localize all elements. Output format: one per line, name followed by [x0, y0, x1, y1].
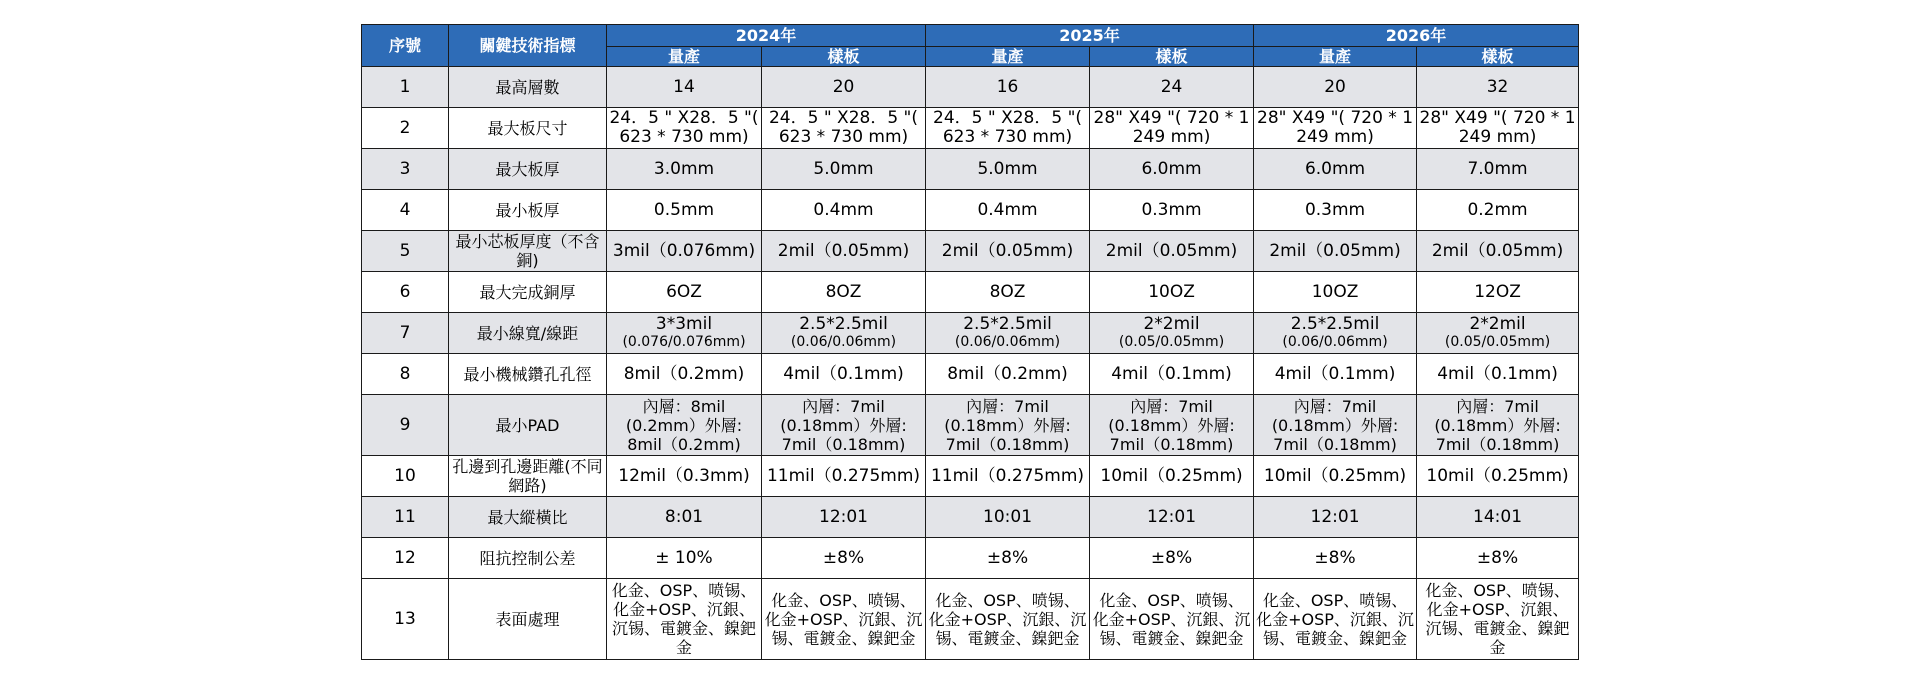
pad-line: 7mil（0.18mm)	[1273, 434, 1397, 454]
table-cell: 8mil（0.2mm)	[607, 354, 762, 395]
pad-line: 8mil（0.2mm)	[627, 434, 741, 454]
table-cell: 8mil（0.2mm)	[926, 354, 1090, 395]
header-sub-sample: 樣板	[1090, 47, 1254, 67]
row-no: 8	[362, 354, 449, 395]
table-cell: 0.5mm	[607, 190, 762, 231]
row-indicator: 最小板厚	[449, 190, 607, 231]
table-row	[362, 538, 1579, 579]
pad-line: 7mil（0.18mm)	[781, 434, 906, 454]
table-cell: 12:01	[762, 497, 926, 538]
table-cell	[926, 313, 1090, 354]
row-indicator: 最大縱橫比	[449, 497, 607, 538]
row-no: 7	[362, 313, 449, 354]
table-cell: ±8%	[762, 538, 926, 579]
pad-line: (0.18mm）外層:	[944, 415, 1071, 435]
pad-line: (0.18mm）外層:	[1434, 415, 1561, 435]
table-cell	[762, 395, 926, 456]
header-year-2025: 2025年	[926, 25, 1254, 47]
row-no: 3	[362, 149, 449, 190]
table-cell: 6.0mm	[1254, 149, 1417, 190]
row-indicator: 最大完成銅厚	[449, 272, 607, 313]
table-cell: 7.0mm	[1417, 149, 1579, 190]
table-row	[362, 395, 1579, 456]
table-cell: 化金、OSP、喷锡、化金+OSP、沉銀、沉锡、電鍍金、鎳鈀金	[1254, 579, 1417, 660]
cell-main: 2.5*2.5mil	[1290, 314, 1380, 334]
row-no: 1	[362, 67, 449, 108]
pad-line: 內層：7mil	[1293, 396, 1377, 416]
table-cell: 0.4mm	[926, 190, 1090, 231]
table-cell	[1417, 395, 1579, 456]
row-indicator: 表面處理	[449, 579, 607, 660]
cell-main: 2.5*2.5mil	[799, 314, 888, 334]
table-cell: 5.0mm	[762, 149, 926, 190]
cell-sub: (0.05/0.05mm)	[1118, 334, 1225, 350]
table-cell: 化金、OSP、喷锡、化金+OSP、沉銀、沉锡、電鍍金、鎳鈀金	[926, 579, 1090, 660]
table-cell: 28" X49 "( 720 * 1249 mm)	[1254, 108, 1417, 149]
table-cell: 11mil（0.275mm)	[926, 456, 1090, 497]
table-row	[362, 190, 1579, 231]
pad-line: 內層：7mil	[1130, 396, 1213, 416]
cell-sub: (0.076/0.076mm)	[622, 334, 746, 350]
table-cell: 2mil（0.05mm)	[1417, 231, 1579, 272]
table-cell: 20	[1254, 67, 1417, 108]
cell-main: 3*3mil	[655, 314, 713, 334]
table-cell: 20	[762, 67, 926, 108]
header-row-years	[362, 25, 1579, 47]
table-cell	[1254, 395, 1417, 456]
row-no: 11	[362, 497, 449, 538]
table-cell: 4mil（0.1mm)	[762, 354, 926, 395]
header-year-2024: 2024年	[607, 25, 926, 47]
cell-sub: (0.06/0.06mm)	[1282, 334, 1388, 350]
table-cell: 0.4mm	[762, 190, 926, 231]
table-cell: 2mil（0.05mm)	[762, 231, 926, 272]
table-cell: 2mil（0.05mm)	[926, 231, 1090, 272]
table-row	[362, 579, 1579, 660]
table-cell: 5.0mm	[926, 149, 1090, 190]
table-row	[362, 354, 1579, 395]
table-cell: 8OZ	[926, 272, 1090, 313]
header-sub-sample: 樣板	[762, 47, 926, 67]
cell-main: 2*2mil	[1469, 314, 1526, 334]
pad-line: (0.18mm）外層:	[1108, 415, 1235, 435]
table-cell: 6.0mm	[1090, 149, 1254, 190]
table-cell	[1090, 313, 1254, 354]
table-cell: 8:01	[607, 497, 762, 538]
row-no: 12	[362, 538, 449, 579]
table-cell: 32	[1417, 67, 1579, 108]
row-no: 4	[362, 190, 449, 231]
row-indicator: 孔邊到孔邊距離(不同網路)	[449, 456, 607, 497]
table-cell: 0.2mm	[1417, 190, 1579, 231]
row-no: 5	[362, 231, 449, 272]
row-no: 10	[362, 456, 449, 497]
table-cell: ± 10%	[607, 538, 762, 579]
cell-sub: (0.06/0.06mm)	[954, 334, 1061, 350]
table-cell	[607, 395, 762, 456]
table-cell: 4mil（0.1mm)	[1090, 354, 1254, 395]
table-cell: 24．5 " X28．5 "( 623 * 730 mm)	[926, 108, 1090, 149]
table-cell	[1254, 313, 1417, 354]
table-cell: 0.3mm	[1090, 190, 1254, 231]
pad-line: 7mil（0.18mm)	[945, 434, 1070, 454]
cell-sub: (0.05/0.05mm)	[1444, 334, 1551, 350]
pad-line: 7mil（0.18mm)	[1435, 434, 1560, 454]
table-cell: 11mil（0.275mm)	[762, 456, 926, 497]
table-cell: 3mil（0.076mm)	[607, 231, 762, 272]
table-row	[362, 108, 1579, 149]
table-cell: 10OZ	[1254, 272, 1417, 313]
table-cell: 化金、OSP、喷锡、化金+OSP、沉銀、沉锡、電鍍金、鎳鈀金	[1090, 579, 1254, 660]
table-cell: 12:01	[1254, 497, 1417, 538]
table-cell: 化金、OSP、喷锡、化金+OSP、沉銀、沉锡、電鍍金、鎳鈀金	[1417, 579, 1579, 660]
pad-line: 內層：7mil	[1456, 396, 1539, 416]
table-cell: 12mil（0.3mm)	[607, 456, 762, 497]
row-no: 6	[362, 272, 449, 313]
table-cell: 12OZ	[1417, 272, 1579, 313]
table-cell: 化金、OSP、喷锡、化金+OSP、沉銀、沉锡、電鍍金、鎳鈀金	[607, 579, 762, 660]
table-row	[362, 497, 1579, 538]
table-cell	[762, 313, 926, 354]
row-indicator: 最大板尺寸	[449, 108, 607, 149]
table-cell: 8OZ	[762, 272, 926, 313]
table-cell	[1417, 313, 1579, 354]
table-cell	[1090, 395, 1254, 456]
pad-line: 7mil（0.18mm)	[1109, 434, 1234, 454]
table-row	[362, 456, 1579, 497]
table-cell: 6OZ	[607, 272, 762, 313]
table-cell: 16	[926, 67, 1090, 108]
table-cell	[607, 313, 762, 354]
row-indicator: 最小線寬/線距	[449, 313, 607, 354]
pad-line: (0.18mm）外層:	[780, 415, 907, 435]
table-cell: 化金、OSP、喷锡、化金+OSP、沉銀、沉锡、電鍍金、鎳鈀金	[762, 579, 926, 660]
row-indicator: 最小芯板厚度（不含銅)	[449, 231, 607, 272]
table-cell: 0.3mm	[1254, 190, 1417, 231]
table-cell: 3.0mm	[607, 149, 762, 190]
tech-spec-table	[361, 24, 1579, 660]
table-row	[362, 149, 1579, 190]
table-cell: 10mil（0.25mm)	[1254, 456, 1417, 497]
table-cell: 28" X49 "( 720 * 1249 mm)	[1417, 108, 1579, 149]
table-cell: 24．5 " X28．5 "( 623 * 730 mm)	[762, 108, 926, 149]
table-cell: ±8%	[1417, 538, 1579, 579]
table-cell: 24	[1090, 67, 1254, 108]
table-cell: 2mil（0.05mm)	[1090, 231, 1254, 272]
pad-line: 內層：8mil	[642, 396, 726, 416]
table-cell: 4mil（0.1mm)	[1417, 354, 1579, 395]
header-sub-mass: 量產	[926, 47, 1090, 67]
pad-line: 內層：7mil	[802, 396, 885, 416]
row-no: 13	[362, 579, 449, 660]
row-indicator: 最小PAD	[449, 395, 607, 456]
table-row	[362, 67, 1579, 108]
header-sub-mass: 量產	[607, 47, 762, 67]
cell-sub: (0.06/0.06mm)	[790, 334, 897, 350]
table-row	[362, 313, 1579, 354]
table-cell: ±8%	[1090, 538, 1254, 579]
cell-main: 2.5*2.5mil	[963, 314, 1052, 334]
table-cell: 28" X49 "( 720 * 1249 mm)	[1090, 108, 1254, 149]
table-cell: ±8%	[1254, 538, 1417, 579]
pad-line: (0.18mm）外層:	[1271, 415, 1399, 435]
table-cell: 10mil（0.25mm)	[1417, 456, 1579, 497]
header-year-2026: 2026年	[1254, 25, 1579, 47]
header-sub-sample: 樣板	[1417, 47, 1579, 67]
table-row	[362, 231, 1579, 272]
table-cell	[926, 395, 1090, 456]
table-row	[362, 272, 1579, 313]
cell-main: 2*2mil	[1143, 314, 1200, 334]
table-cell: 10:01	[926, 497, 1090, 538]
header-indicator: 關鍵技術指標	[449, 25, 607, 67]
header-sub-mass: 量產	[1254, 47, 1417, 67]
table-cell: 14	[607, 67, 762, 108]
row-indicator: 最大板厚	[449, 149, 607, 190]
row-indicator: 最小機械鑽孔孔徑	[449, 354, 607, 395]
row-no: 9	[362, 395, 449, 456]
table-cell: 10mil（0.25mm)	[1090, 456, 1254, 497]
table-cell: 12:01	[1090, 497, 1254, 538]
row-indicator: 最高層數	[449, 67, 607, 108]
table-cell: 14:01	[1417, 497, 1579, 538]
table-cell: 24．5 " X28．5 "( 623 * 730 mm)	[607, 108, 762, 149]
pad-line: (0.2mm）外層:	[625, 415, 743, 435]
table-cell: 2mil（0.05mm)	[1254, 231, 1417, 272]
table-cell: ±8%	[926, 538, 1090, 579]
header-no: 序號	[362, 25, 449, 67]
pad-line: 內層：7mil	[966, 396, 1049, 416]
table-cell: 4mil（0.1mm)	[1254, 354, 1417, 395]
table-cell: 10OZ	[1090, 272, 1254, 313]
row-no: 2	[362, 108, 449, 149]
row-indicator: 阻抗控制公差	[449, 538, 607, 579]
